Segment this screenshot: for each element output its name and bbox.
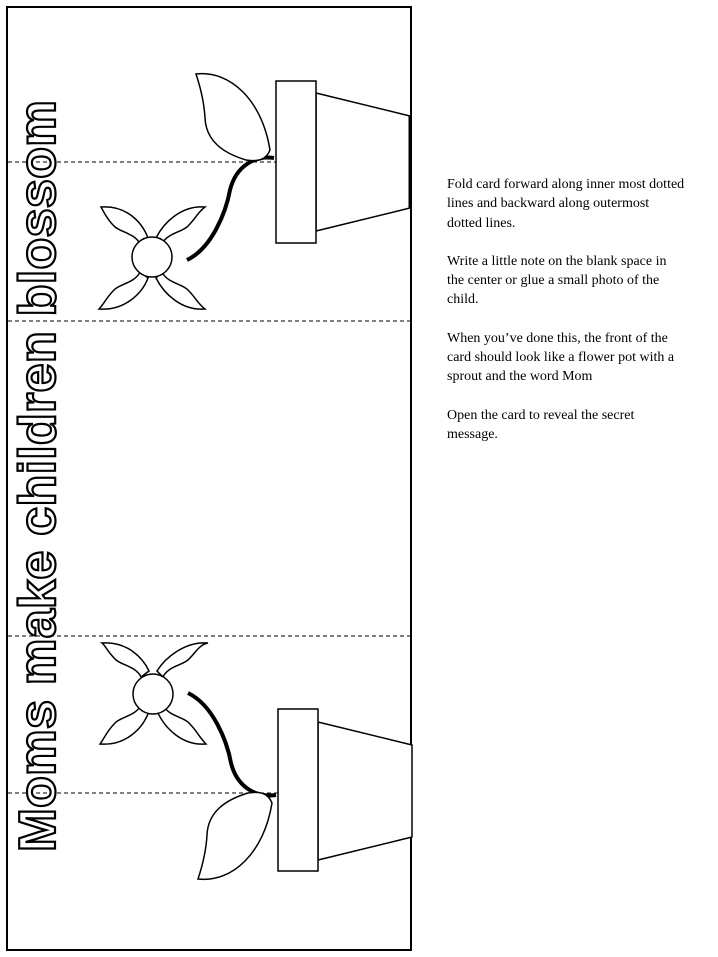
card-headline: Moms make children blossom: [9, 109, 67, 852]
instruction-front: When you’ve done this, the front of the card should look like a flower pot with a sprout and the word Mom: [447, 330, 675, 385]
top-flower-pot: [276, 81, 410, 243]
instruction-open: Open the card to reveal the secret message.: [447, 407, 635, 442]
top-leaf: [196, 74, 270, 161]
instruction-fold: Fold card forward along inner most dotted lines and backward along outermost dotted lines.: [447, 177, 685, 231]
bottom-leaf: [198, 792, 272, 879]
bottom-flower-pot: [278, 709, 412, 871]
instructions-text: [447, 175, 687, 463]
instruction-note: Write a little note on the blank space in the center or glue a small photo of the child.: [447, 253, 667, 308]
